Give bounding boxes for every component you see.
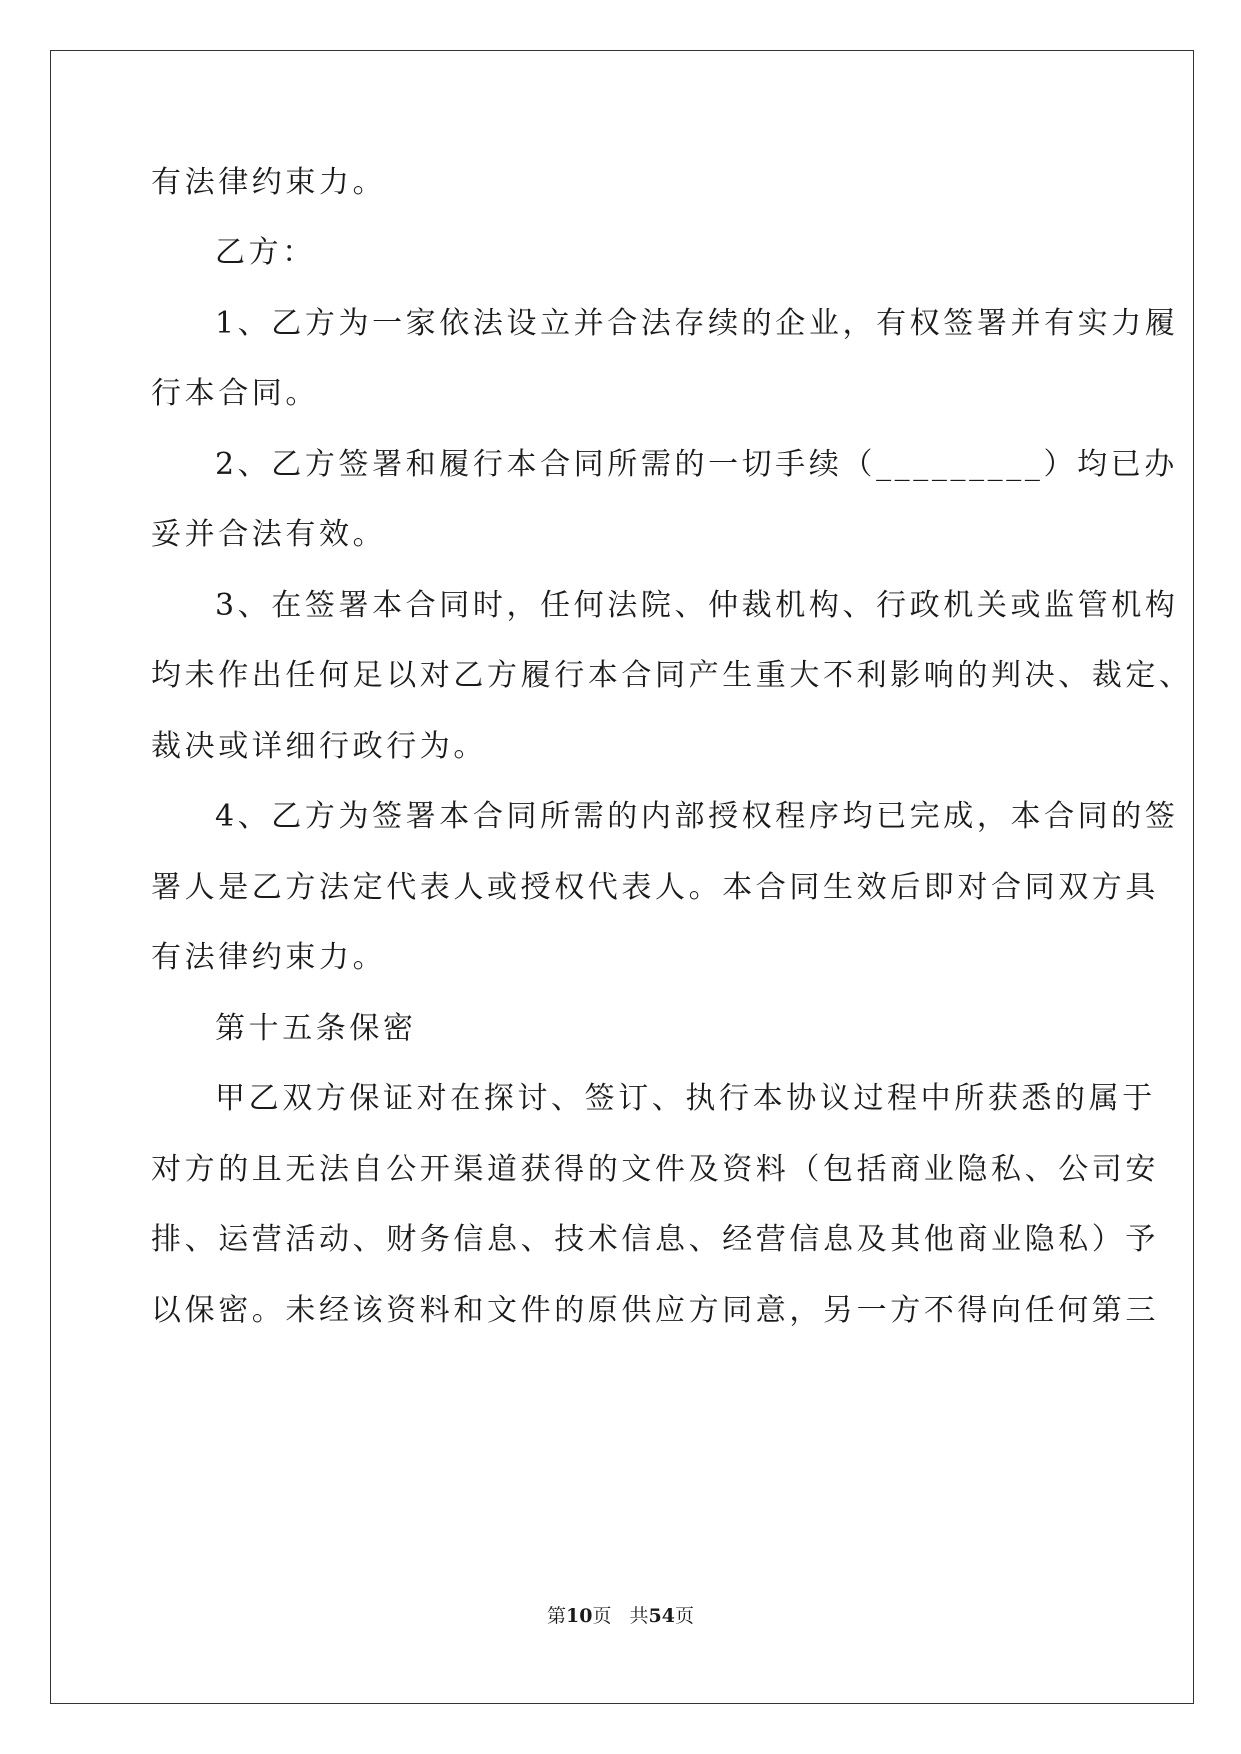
text-line: 甲乙双方保证对在探讨、签订、执行本协议过程中所获悉的属于 <box>215 1081 1156 1116</box>
total-prefix: 共 <box>629 1605 649 1627</box>
total-suffix: 页 <box>674 1605 694 1627</box>
text-line: 4、乙方为签署本合同所需的内部授权程序均已完成，本合同的签 <box>215 799 1179 834</box>
text-line: 排、运营活动、财务信息、技术信息、经营信息及其他商业隐私）予 <box>151 1222 1159 1257</box>
text-line: 2、乙方签署和履行本合同所需的一切手续（_________）均已办 <box>215 447 1178 482</box>
page-footer <box>0 1604 1241 1628</box>
text-line: 裁决或详细行政行为。 <box>151 729 487 764</box>
text-line: 有法律约束力。 <box>151 165 387 200</box>
page-suffix: 页 <box>592 1605 612 1627</box>
text-line: 以保密。未经该资料和文件的原供应方同意，另一方不得向任何第三 <box>151 1293 1159 1328</box>
text-line: 有法律约束力。 <box>151 940 387 975</box>
text-line: 1、乙方为一家依法设立并合法存续的企业，有权签署并有实力履 <box>215 306 1179 341</box>
page-prefix: 第 <box>547 1605 567 1627</box>
total-pages: 54 <box>648 1605 675 1627</box>
text-line: 3、在签署本合同时，任何法院、仲裁机构、行政机关或监管机构 <box>215 588 1179 623</box>
text-line: 对方的且无法自公开渠道获得的文件及资料（包括商业隐私、公司安 <box>151 1152 1159 1187</box>
text-line: 妥并合法有效。 <box>151 517 387 552</box>
page-number: 10 <box>566 1605 593 1627</box>
text-line: 署人是乙方法定代表人或授权代表人。本合同生效后即对合同双方具 <box>151 870 1159 905</box>
text-line: 乙方： <box>215 235 316 270</box>
text-line: 均未作出任何足以对乙方履行本合同产生重大不利影响的判决、裁定、 <box>151 658 1193 693</box>
text-line: 行本合同。 <box>151 376 319 411</box>
section-heading: 第十五条保密 <box>215 1011 417 1046</box>
